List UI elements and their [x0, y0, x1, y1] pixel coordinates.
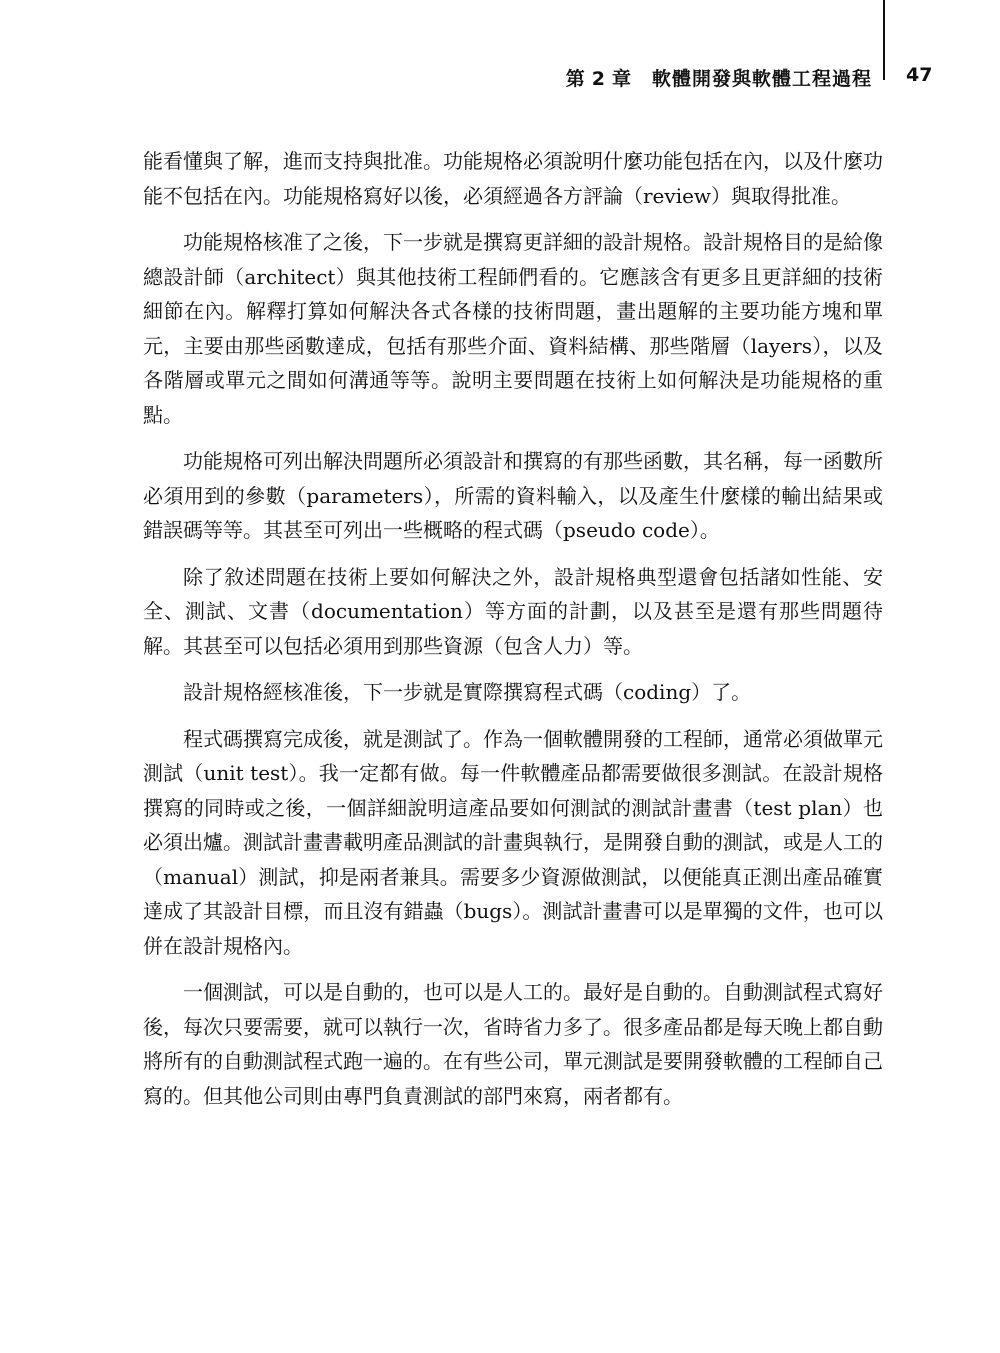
- chapter-prefix: 第: [565, 68, 586, 90]
- header-divider: [883, 0, 885, 80]
- body-text: [143, 144, 883, 1125]
- chapter-suffix: 章: [611, 68, 632, 90]
- paragraph-7: 一個測試，可以是自動的，也可以是人工的。最好是自動的。自動測試程式寫好後，每次只要需要，就可以執行一次，省時省力多了。很多產品都是每天晚上都自動將所有的自動測試程式跑一遍的。在有些公司，單元測試是要開發軟體的工程師自己寫的。但其他公司則由專門負責測試的部門來寫，兩者都有。: [143, 980, 883, 1108]
- paragraph-6: 程式碼撰寫完成後，就是測試了。作為一個軟體開發的工程師，通常必須做單元測試（unit test）。我一定都有做。每一件軟體產品都需要做很多測試。在設計規格撰寫的同時或之後，一個詳細說明這產品要如何測試的測試計畫書（test plan）也必須出爐。測試計畫書載明產品測試的計畫與執行，是開發自動的測試，或是人工的（manual）測試，抑是兩者兼具。需要多少資源做測試，以便能真正測出產品確實達成了其設計目標，而且沒有錯蟲（bugs）。測試計畫書可以是單獨的文件，也可以併在設計規格內。: [143, 726, 883, 958]
- paragraph-2: 功能規格核准了之後，下一步就是撰寫更詳細的設計規格。設計規格目的是給像總設計師（architect）與其他技術工程師們看的。它應該含有更多且更詳細的技術細節在內。解釋打算如何解決各式各樣的技術問題，畫出題解的主要功能方塊和單元，主要由那些函數達成，包括有那些介面、資料結構、那些階層（layers），以及各階層或單元之間如何溝通等等。說明主要問題在技術上如何解決是功能規格的重點。: [143, 230, 883, 427]
- chapter-title: 軟體開發與軟體工程過程: [651, 68, 872, 90]
- chapter-number: 2: [591, 68, 606, 90]
- running-header: [566, 64, 872, 91]
- paragraph-3: 功能規格可列出解決問題所必須設計和撰寫的有那些函數，其名稱，每一函數所必須用到的參數（parameters），所需的資料輸入，以及產生什麼樣的輸出結果或錯誤碼等等。其甚至可列出一些概略的程式碼（pseudo code）。: [143, 449, 883, 542]
- paragraph-5: 設計規格經核准後，下一步就是實際撰寫程式碼（coding）了。: [183, 680, 752, 704]
- paragraph-1: 能看懂與了解，進而支持與批准。功能規格必須說明什麼功能包括在內，以及什麼功能不包括在內。功能規格寫好以後，必須經過各方評論（review）與取得批准。: [143, 149, 883, 208]
- page-number: 47: [906, 64, 933, 86]
- paragraph-4: 除了敘述問題在技術上要如何解決之外，設計規格典型還會包括諸如性能、安全、測試、文書（documentation）等方面的計劃，以及甚至是還有那些問題待解。其甚至可以包括必須用到那些資源（包含人力）等。: [143, 564, 883, 658]
